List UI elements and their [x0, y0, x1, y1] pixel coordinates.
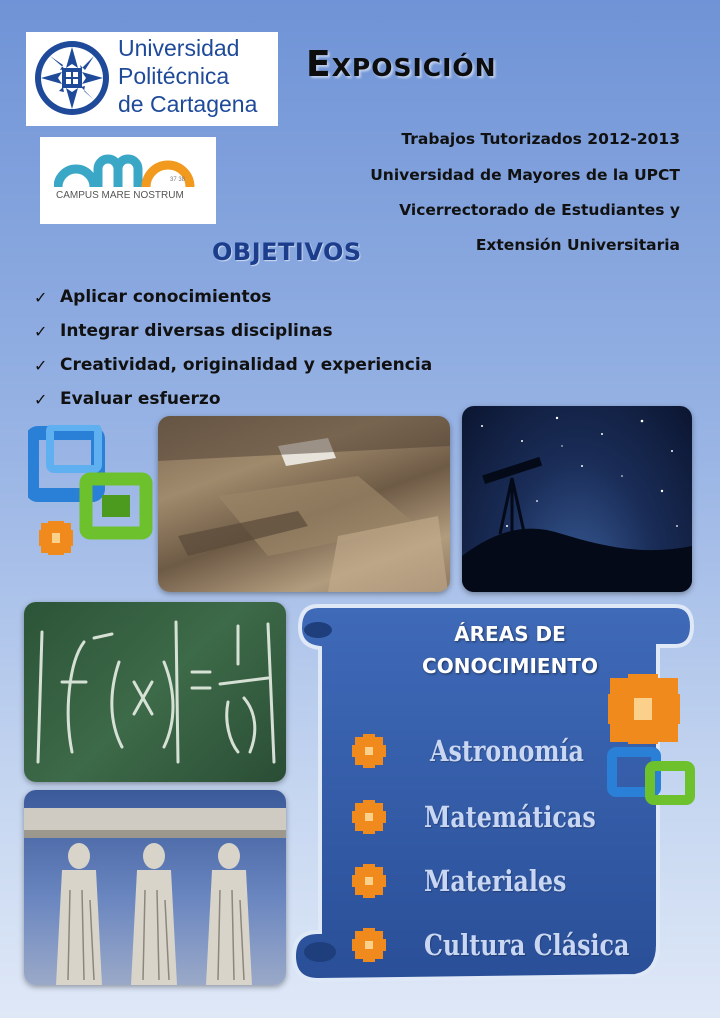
page-title: Exposición	[306, 44, 497, 85]
objective-text: Evaluar esfuerzo	[60, 389, 221, 409]
area-label: Materiales	[424, 864, 567, 898]
objectives-heading: OBJETIVOS	[212, 238, 362, 266]
checkmark-icon: ✓	[34, 355, 48, 375]
caryatids-illustration	[24, 790, 286, 985]
cmn-numbers: 37 38	[170, 177, 186, 183]
checkmark-icon: ✓	[34, 321, 48, 341]
objectives-list	[34, 280, 432, 416]
upct-line3: de Cartagena	[118, 91, 258, 117]
cmn-arcs-icon	[54, 151, 204, 191]
checkmark-icon: ✓	[34, 389, 48, 409]
upct-logo	[26, 32, 278, 126]
objective-text: Creatividad, originalidad y experiencia	[60, 355, 433, 375]
objective-item	[34, 280, 432, 314]
objective-text: Aplicar conocimientos	[60, 287, 272, 307]
chalkboard-photo	[24, 602, 286, 782]
excavation-illustration	[158, 416, 450, 592]
upct-logo-text	[118, 34, 257, 118]
gear-bullet-icon	[350, 862, 388, 900]
cmn-label: CAMPUS MARE NOSTRUM	[56, 190, 184, 201]
telescope-illustration	[462, 406, 692, 592]
areas-heading-line1: ÁREAS DE	[454, 622, 566, 646]
gear-bullet-icon	[350, 798, 388, 836]
subtitle-line-4: Extensión Universitaria	[475, 236, 680, 254]
telescope-photo	[462, 406, 692, 592]
area-label: Matemáticas	[424, 800, 596, 834]
caryatids-photo	[24, 790, 286, 985]
gear-bullet-icon	[350, 732, 388, 770]
cmn-logo	[40, 137, 216, 224]
objective-text: Integrar diversas disciplinas	[60, 321, 333, 341]
areas-heading	[400, 618, 620, 682]
area-item-cultura-clasica	[350, 920, 650, 970]
gear-bullet-icon	[350, 926, 388, 964]
area-label: Cultura Clásica	[424, 928, 630, 962]
subtitle-line-1: Trabajos Tutorizados 2012-2013	[401, 130, 680, 148]
areas-heading-line2: CONOCIMIENTO	[422, 654, 598, 678]
area-item-materiales	[350, 856, 650, 906]
objective-item	[34, 314, 432, 348]
cube-gear-decoration-icon	[28, 425, 153, 560]
subtitle-line-2: Universidad de Mayores de la UPCT	[370, 166, 680, 184]
upct-line2: Politécnica	[118, 63, 230, 89]
area-item-astronomia	[350, 726, 650, 776]
checkmark-icon: ✓	[34, 287, 48, 307]
objective-item	[34, 382, 432, 416]
subtitle-line-3: Vicerrectorado de Estudiantes y	[399, 201, 680, 219]
upct-emblem-icon	[32, 38, 112, 118]
upct-line1: Universidad	[118, 35, 240, 61]
area-label: Astronomía	[430, 734, 584, 768]
chalkboard-formula-illustration	[24, 602, 286, 782]
excavation-photo	[158, 416, 450, 592]
objective-item	[34, 348, 432, 382]
area-item-matematicas	[350, 792, 650, 842]
